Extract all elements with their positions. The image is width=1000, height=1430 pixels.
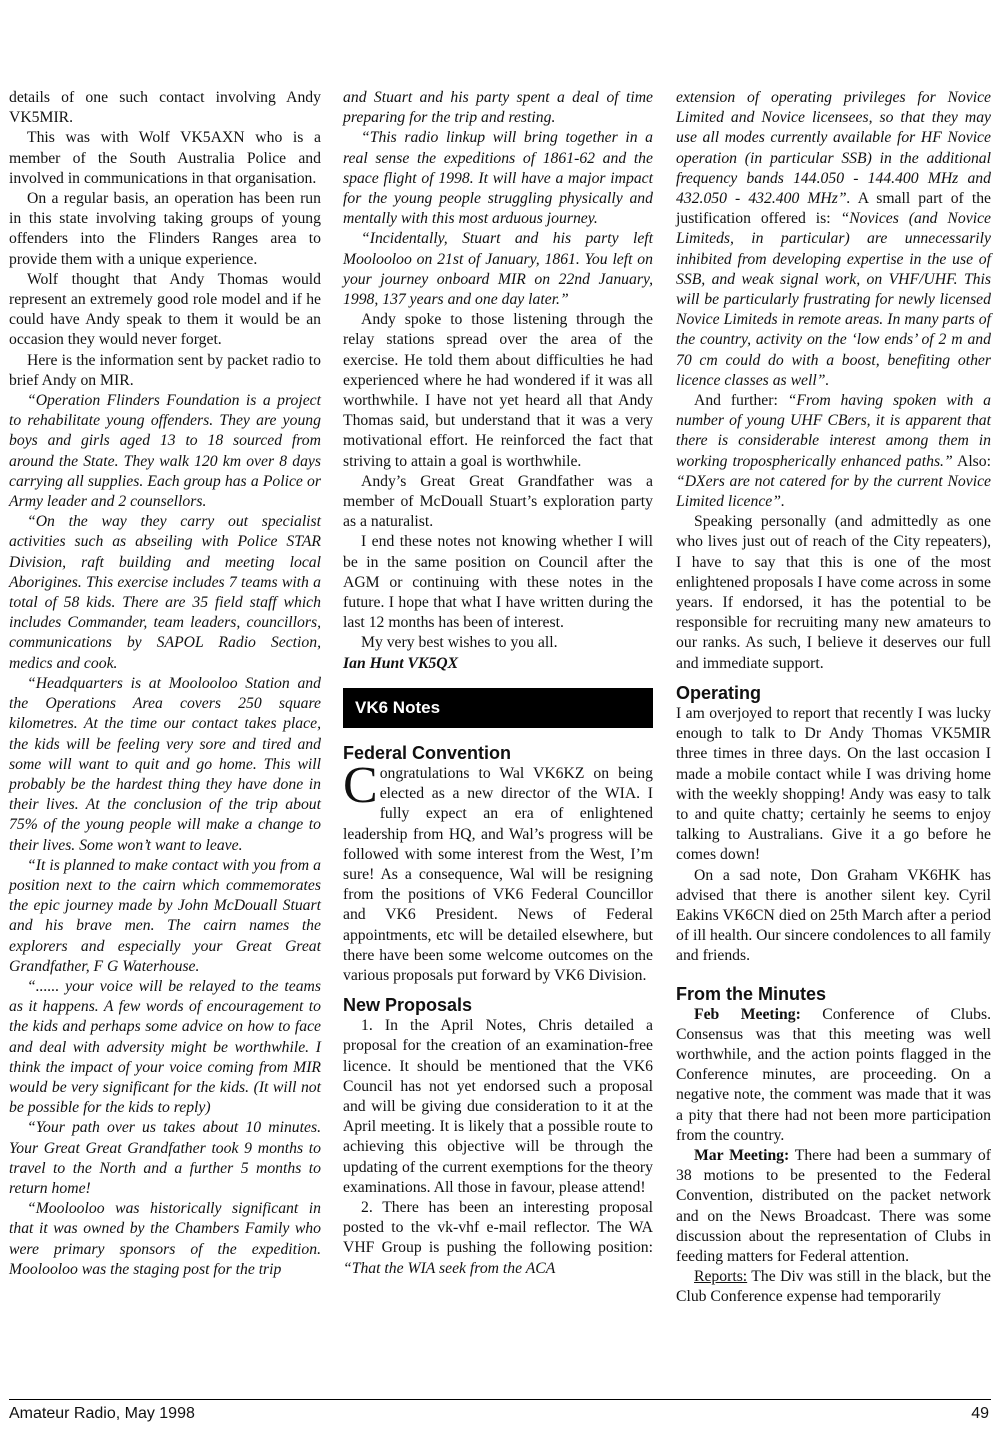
quote-text: extension of operating privileges for Novice Limited and Novice licensees, so that they may use all modes currently available for HF Novice operation (in particular SSB) in the additional frequency bands 144.050 - 144.400 MHz and 432.050 - 432.400 MHz”.: [676, 89, 991, 208]
drop-cap: C: [343, 756, 378, 814]
paragraph: [676, 1146, 991, 1267]
paragraph: [343, 756, 653, 986]
quote-paragraph: “...... your voice will be relayed to the teams as it happens. A few words of encouragement to the kids and perhaps some advice on how to face and deal with adversity might be worthwhile. I think the impact of your voice coming from MIR would be very significant for the kids. (It will not be possible for the kids to reply): [9, 977, 321, 1117]
author-signature: Ian Hunt VK5QX: [343, 654, 459, 672]
paragraph: Wolf thought that Andy Thomas would represent an extremely good role model and if he could have Andy speak to them it would be an occasion they would never forget.: [9, 270, 321, 349]
paragraph: [676, 391, 991, 512]
paragraph: On a regular basis, an operation has been run in this state involving taking groups of young offenders into the Flinders Ranges area to provide them with a unique experience.: [9, 190, 321, 268]
quote-paragraph: “Your path over us takes about 10 minutes. Your Great Great Grandfather took 9 months to travel to the North and a further 5 months to return home!: [9, 1119, 321, 1197]
paragraph-text: A small part of the justification offered is:: [676, 190, 991, 228]
meeting-label: Feb Meeting:: [694, 1005, 801, 1023]
quote-paragraph: “Moolooloo was historically significant in that it was owned by the Chambers Family who were primary sponsors of the expedition. Moolooloo was the staging post for the trip: [9, 1200, 321, 1278]
paragraph: Andy’s Great Great Grandfather was a member of McDouall Stuart’s exploration party as a naturalist.: [343, 472, 653, 531]
paragraph: [676, 88, 991, 391]
paragraph: Speaking personally (and admittedly as one who lives just out of reach of the City repeaters), I have to say that this is one of the most enlightened proposals I have come across in some years. If endorsed, it has the potential to be responsible for recruiting many new amateurs to our ranks. As such, I believe it deserves our full and immediate support.: [676, 513, 991, 672]
new-proposals-heading: New Proposals: [343, 995, 473, 1016]
meeting-label: Mar Meeting:: [694, 1146, 790, 1164]
federal-convention-heading: Federal Convention: [343, 742, 512, 763]
paragraph: [676, 1005, 991, 1146]
quote-paragraph: and Stuart and his party spent a deal of time preparing for the trip and resting.: [343, 89, 653, 127]
footer-publication: Amateur Radio, May 1998: [9, 1405, 195, 1422]
paragraph-text: Conference of Clubs. Consensus was that this meeting was well worthwhile, and the action points flagged in the Conference minutes, are proceeding. On a negative note, the comment was made that it was a pity that there had not been more participation from the country.: [676, 1005, 991, 1144]
paragraph: Here is the information sent by packet radio to brief Andy on MIR.: [9, 351, 321, 389]
quote-paragraph: “This radio linkup will bring together in a real sense the expeditions of 1861-62 and the space flight of 1998. It will have a major impact for the young people struggling physically and mentally with this most arduous journey.: [343, 129, 653, 228]
quote-text: “That the WIA seek from the ACA: [343, 1259, 556, 1277]
paragraph-text: Also:: [952, 452, 991, 470]
paragraph-text: There had been a summary of 38 motions to be presented to the Federal Convention, distributed on the packet network and on the News Broadcast. There was some discussion about the representation of Clubs in feeding matters for Federal attention.: [676, 1146, 991, 1265]
quote-paragraph: “Headquarters is at Moolooloo Station and the Operations Area covers 250 square kilometres. At the time our contact takes place, the kids will be feeling very sore and tired and some will want to quit and go home. This will probably be the hardest thing they have done in their lives. At the conclusion of the trip about 75% of the young people will make a change to their lives. Some won’t want to leave.: [9, 674, 321, 854]
quote-paragraph: “Operation Flinders Foundation is a project to rehabilitate young offenders. They are young boys and girls aged 13 to 18 sourced from around the State. They walk 120 km over 8 days carrying all supplies. Each group has a Police or Army leader and 2 counsellors.: [9, 392, 321, 511]
section-banner: VK6 Notes: [343, 688, 653, 728]
quote-text: “From having spoken with a number of young UHF CBers, it is apparent that there is considerable interest among them in working tropospherically enhanced paths.”: [676, 392, 991, 470]
footer-page-number: 49: [971, 1405, 989, 1422]
paragraph-text: The Div was still in the black, but the Club Conference expense had temporarily: [676, 1268, 991, 1306]
reports-label: Reports:: [694, 1268, 748, 1286]
paragraph-text: ongratulations to Wal VK6KZ on being elected as a new director of the WIA. I fully expect an era of enlightened leadership from HQ, and Wal’s progress will be followed with some interest from the West, I’m sure! As a consequence, Wal will be resigning from the positions of VK6 Federal Councillor and VK6 President. News of Federal appointments, etc will be detailed elsewhere, but there have been some welcome outcomes on the various proposals put forward by VK6 Division.: [343, 764, 653, 984]
operating-heading: Operating: [676, 682, 762, 703]
from-the-minutes-heading: From the Minutes: [676, 983, 827, 1004]
paragraph: Andy spoke to those listening through the relay stations spread over the area of the exercise. He told them about difficulties he had experienced where he had wondered if it was all worthwhile. I have not yet heard all that Andy Thomas said, but understand that it was a very motivational effort. He reinforced the fact that striving to attain a goal is worthwhile.: [343, 311, 653, 470]
paragraph: On a sad note, Don Graham VK6HK has advised that there is another silent key. Cyril Eakins VK6CN died on 25th March after a period of ill health. Our sincere condolences to all family and friends.: [676, 866, 991, 965]
quote-paragraph: “On the way they carry out specialist activities such as abseiling with Police STAR Division, raft building and meeting local Aborigines. This exercise includes 7 teams with a total of 58 kids. There are 35 field staff which includes Commander, team leaders, councillors, communications by SAPOL Radio Section, medics and cook.: [9, 513, 321, 672]
paragraph-text: And further:: [694, 392, 788, 410]
paragraph: This was with Wolf VK5AXN who is a member of the South Australia Police and involved in communications in that organisation.: [9, 129, 321, 187]
paragraph: My very best wishes to you all.: [361, 634, 558, 652]
paragraph: 1. In the April Notes, Chris detailed a proposal for the creation of an examination-free licence. It should be mentioned that the VK6 Council has not yet endorsed such a proposal and will be giving due consideration to it at the April meeting. It is likely that a possible route to achieving this objective will be through the updating of the current exemptions for the theory examinations. All those in favour, please attend!: [343, 1017, 653, 1196]
paragraph-text: 2. There has been an interesting proposal posted to the vk-vhf e-mail reflector. The WA VHF Group is pushing the following position:: [343, 1198, 653, 1257]
paragraph: I am overjoyed to report that recently I was lucky enough to talk to Dr Andy Thomas VK5MIR three times in three days. On the last occasion I made a mobile contact while I was driving home with the weekly shopping! Andy was easy to talk to and quite chatty; certainly he seems to enjoy talking to Australians. Give it a go before he comes down!: [676, 704, 991, 864]
column-2: [343, 88, 653, 1279]
column-1: [9, 88, 321, 1280]
paragraph: I end these notes not knowing whether I will be in the same position on Council after the AGM or continuing with these notes in the future. I hope that what I have written during the last 12 months has been of interest.: [343, 533, 653, 632]
quote-text: “DXers are not catered for by the current Novice Limited licence”.: [676, 472, 991, 511]
quote-paragraph: “Incidentally, Stuart and his party left Moolooloo on 21st of January, 1861. You left on your journey onboard MIR on 22nd January, 1998, 137 years and one day later.”: [343, 230, 653, 309]
column-3: [676, 88, 991, 1308]
footer-rule: [9, 1399, 991, 1400]
quote-text: “Novices (and Novice Limiteds, in particular) are unnecessarily inhibited from developing expertise in the use of SSB, and weak signal work, on VHF/UHF. This will be particularly frustrating for newly licensed Novice Limiteds in remote areas. In many parts of the country, activity on the ‘low ends’ of 2 m and 70 cm could do with a boost, benefiting other licence classes as well”.: [676, 210, 991, 389]
paragraph: details of one such contact involving Andy VK5MIR.: [9, 89, 321, 127]
paragraph: [343, 1198, 653, 1279]
quote-paragraph: “It is planned to make contact with you from a position next to the cairn which commemorates the epic journey made by John McDouall Stuart and his brave men. The cairn names the explorers and especially your Great Great Grandfather, F G Waterhouse.: [9, 856, 321, 975]
paragraph: [676, 1267, 991, 1307]
